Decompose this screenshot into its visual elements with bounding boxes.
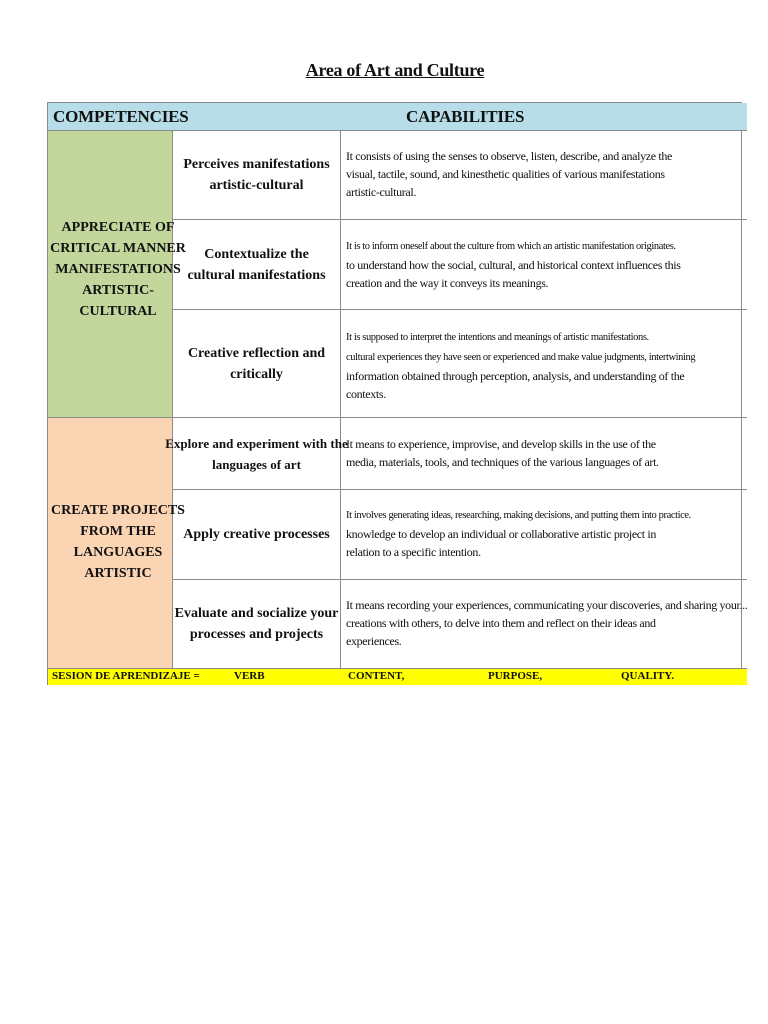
footer-quality: QUALITY. <box>621 670 675 682</box>
description-line: media, materials, tools, and techniques of the various languages of art. <box>346 455 659 469</box>
description-line: creations with others, to delve into them and reflect on their ideas and <box>346 616 656 630</box>
description-line: It consists of using the senses to observe, listen, describe, and analyze the <box>346 149 672 163</box>
capability-name-line: Creative reflection and <box>187 345 326 361</box>
description-line: visual, tactile, sound, and kinesthetic qualities of various manifestations <box>346 167 665 181</box>
capability-name <box>173 580 341 668</box>
capability-name-line: Evaluate and socialize your <box>174 606 339 621</box>
description-line: It is to inform oneself about the culture from which an artistic manifestation originates. <box>346 241 676 252</box>
capability-name <box>173 131 341 220</box>
capability-name <box>173 220 341 310</box>
capability-name-line: Contextualize the <box>204 246 309 262</box>
description-line: information obtained through perception, analysis, and understanding of the <box>346 369 685 383</box>
footer-label: SESION DE APRENDIZAJE = <box>52 670 200 682</box>
description-line: creation and the way it conveys its meanings. <box>346 276 549 290</box>
capability-description <box>341 310 747 418</box>
description-line: It involves generating ideas, researching, making decisions, and putting them into practice. <box>346 510 691 521</box>
capability-name-line: languages of art <box>212 456 301 472</box>
competency-appreciate <box>48 131 186 418</box>
page-title: Area of Art and Culture <box>305 60 485 80</box>
competency-line: LANGUAGES <box>73 545 163 560</box>
description-line: knowledge to develop an individual or collaborative artistic project in <box>346 527 657 541</box>
capability-description <box>341 220 747 310</box>
capability-name-line: artistic-cultural <box>209 178 304 193</box>
capability-name <box>165 418 348 490</box>
competencies-table <box>47 102 748 685</box>
capability-name <box>173 310 341 418</box>
footer-verb: VERB <box>234 670 265 682</box>
footer-content: CONTENT, <box>348 670 405 682</box>
description-line: cultural experiences they have seen or experienced and make value judgments, intertwining <box>346 352 696 363</box>
capabilities-header: CAPABILITIES <box>406 107 525 126</box>
competency-line: ARTISTIC <box>84 566 152 581</box>
description-line: contexts. <box>346 387 386 401</box>
capability-name-line: Perceives manifestations <box>183 157 330 172</box>
description-line: It means recording your experiences, communicating your discoveries, and sharing your... <box>346 598 748 612</box>
competency-line: ARTISTIC- <box>82 283 154 298</box>
description-line: experiences. <box>346 634 402 648</box>
competency-line: FROM THE <box>80 524 156 539</box>
competency-create-projects <box>48 418 185 668</box>
footer-purpose: PURPOSE, <box>488 670 543 682</box>
competency-line: APPRECIATE OF <box>61 220 175 235</box>
capability-name-line: critically <box>230 366 283 382</box>
capability-name-line: Explore and experiment with the <box>165 435 348 451</box>
competency-line: MANIFESTATIONS <box>55 262 181 277</box>
description-line: to understand how the social, cultural, and historical context influences this <box>346 258 681 272</box>
capability-description <box>341 418 747 490</box>
capability-name-line: processes and projects <box>189 627 324 642</box>
capability-description <box>341 580 747 668</box>
competencies-header: COMPETENCIES <box>53 107 189 126</box>
capability-name <box>173 490 341 580</box>
learning-session-footer <box>48 668 747 685</box>
competency-line: CULTURAL <box>79 304 157 319</box>
competency-line: CREATE PROJECTS <box>51 503 185 518</box>
capability-description <box>341 490 747 580</box>
capability-description <box>341 131 747 220</box>
capability-name-line: cultural manifestations <box>187 267 326 283</box>
description-line: artistic-cultural. <box>346 185 417 199</box>
competency-line: CRITICAL MANNER <box>50 241 186 256</box>
description-line: relation to a specific intention. <box>346 545 481 559</box>
description-line: It is supposed to interpret the intentions and meanings of artistic manifestations. <box>346 332 649 343</box>
table-header-row <box>48 103 747 131</box>
description-line: It means to experience, improvise, and develop skills in the use of the <box>346 437 656 451</box>
capability-name-line: Apply creative processes <box>183 527 330 542</box>
